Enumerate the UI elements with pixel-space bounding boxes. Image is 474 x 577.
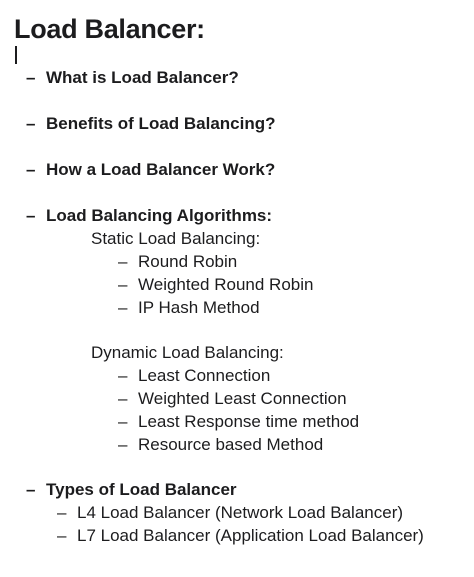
bullet-dash: – bbox=[118, 389, 128, 408]
list-item bbox=[118, 274, 313, 296]
section-label: Load Balancing Algorithms: bbox=[46, 206, 273, 225]
section-label: Types of Load Balancer bbox=[46, 480, 237, 499]
bullet-dash: – bbox=[26, 114, 36, 133]
bullet-dash: – bbox=[26, 68, 36, 87]
text-cursor bbox=[15, 46, 17, 64]
section-label: How a Load Balancer Work? bbox=[46, 160, 276, 179]
section-types bbox=[26, 479, 237, 501]
section-what-is bbox=[26, 67, 239, 89]
list-item bbox=[118, 411, 359, 433]
page-title: Load Balancer: bbox=[14, 14, 205, 44]
list-item bbox=[118, 434, 323, 456]
section-algorithms bbox=[26, 205, 272, 227]
static-heading: Static Load Balancing: bbox=[91, 229, 261, 248]
list-item-label: Resource based Method bbox=[138, 435, 324, 454]
list-item-label: IP Hash Method bbox=[138, 298, 260, 317]
list-item bbox=[118, 388, 347, 410]
bullet-dash: – bbox=[118, 298, 128, 317]
list-item-label: L7 Load Balancer (Application Load Balancer) bbox=[77, 526, 424, 545]
bullet-dash: – bbox=[26, 480, 36, 499]
list-item-label: Least Connection bbox=[138, 366, 271, 385]
bullet-dash: – bbox=[118, 412, 128, 431]
list-item-label: Least Response time method bbox=[138, 412, 360, 431]
list-item bbox=[118, 365, 270, 387]
list-item-label: Round Robin bbox=[138, 252, 238, 271]
list-item-label: L4 Load Balancer (Network Load Balancer) bbox=[77, 503, 404, 522]
list-item bbox=[118, 251, 237, 273]
list-item-label: Weighted Round Robin bbox=[138, 275, 314, 294]
bullet-dash: – bbox=[57, 526, 67, 545]
bullet-dash: – bbox=[118, 366, 128, 385]
bullet-dash: – bbox=[118, 275, 128, 294]
bullet-dash: – bbox=[118, 252, 128, 271]
list-item bbox=[57, 525, 424, 547]
bullet-dash: – bbox=[57, 503, 67, 522]
section-how-work bbox=[26, 159, 275, 181]
bullet-dash: – bbox=[26, 160, 36, 179]
section-label: What is Load Balancer? bbox=[46, 68, 239, 87]
list-item-label: Weighted Least Connection bbox=[138, 389, 347, 408]
list-item bbox=[118, 297, 260, 319]
section-label: Benefits of Load Balancing? bbox=[46, 114, 276, 133]
bullet-dash: – bbox=[118, 435, 128, 454]
bullet-dash: – bbox=[26, 206, 36, 225]
dynamic-heading: Dynamic Load Balancing: bbox=[91, 343, 284, 362]
list-item bbox=[57, 502, 403, 524]
section-benefits bbox=[26, 113, 276, 135]
